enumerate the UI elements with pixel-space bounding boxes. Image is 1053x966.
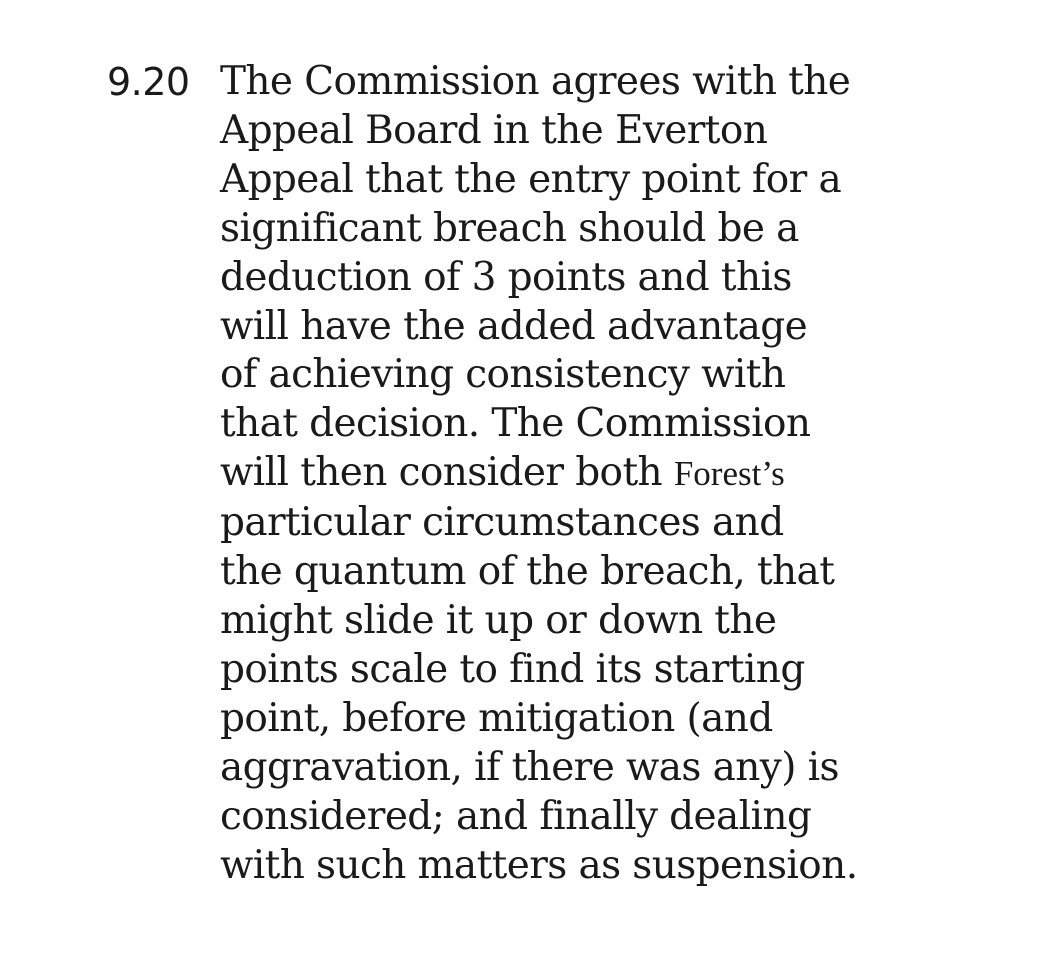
paragraph-line: deduction of 3 points and this [220,254,792,300]
paragraph-line-segment: will then consider both [220,450,674,496]
paragraph-line: Appeal Board in the Everton [220,107,768,153]
paragraph-line: Appeal that the entry point for a [220,156,842,202]
paragraph-line: point, before mitigation (and [220,695,773,741]
paragraph-line: The Commission agrees with the [220,59,851,104]
paragraph-line: significant breach should be a [220,205,799,251]
paragraph-line: with such matters as suspension. [220,842,858,888]
paragraph-number: 9.20 [107,60,190,104]
paragraph-body [220,58,1020,890]
paragraph-line: the quantum of the breach, that [220,549,835,595]
paragraph-line: will have the added advantage [220,303,808,349]
paragraph-line: that decision. The Commission [220,401,811,447]
paragraph-line: points scale to find its starting [220,646,805,692]
forest-mixed-font-text: Forest’s [673,454,785,494]
paragraph-line: considered; and finally dealing [220,793,812,839]
paragraph-line-mixed-font [220,449,1020,499]
paragraph-line: of achieving consistency with [220,352,786,398]
paragraph-line: aggravation, if there was any) is [220,744,839,790]
paragraph-line: particular circumstances and [220,500,784,546]
paragraph-line: might slide it up or down the [220,597,777,643]
